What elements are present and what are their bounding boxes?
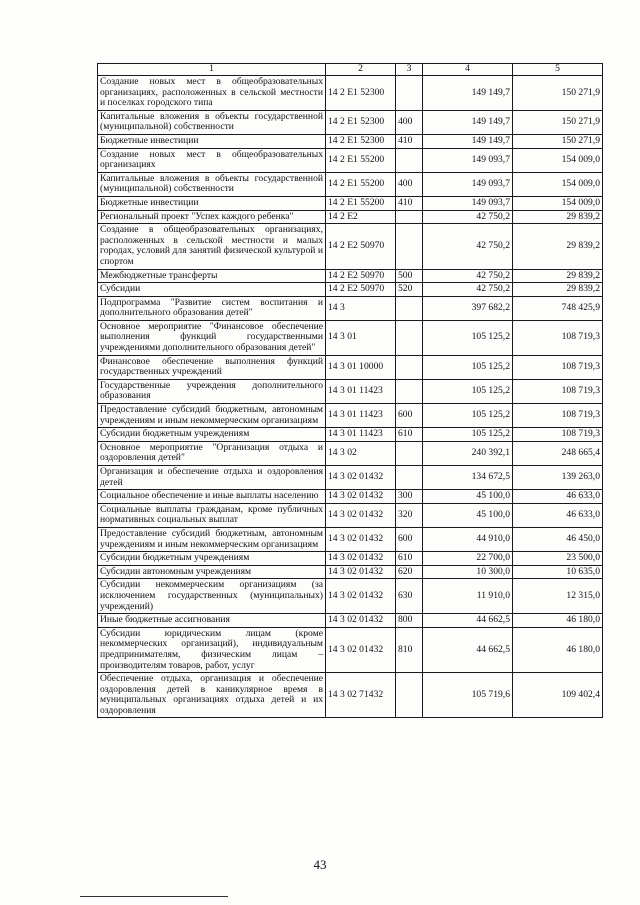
row-sum-year-2-cell: 12 315,0 <box>513 579 603 614</box>
table-row <box>98 172 603 196</box>
row-expense-type-cell: 520 <box>396 283 423 297</box>
row-sum-year-2-cell: 154 009,0 <box>513 196 603 210</box>
row-expense-type-cell <box>396 210 423 224</box>
table-header <box>98 64 603 76</box>
row-name-cell: Предоставление субсидий бюджетным, автономным учреждениям и иным некоммерческим организациям <box>98 404 326 428</box>
row-sum-year-2-cell: 46 450,0 <box>513 527 603 551</box>
row-sum-year-1-cell: 149 149,7 <box>423 76 513 111</box>
row-sum-year-1-cell: 42 750,2 <box>423 210 513 224</box>
row-name-cell: Создание новых мест в общеобразовательных организациях <box>98 148 326 172</box>
row-sum-year-2-cell: 248 665,4 <box>513 441 603 465</box>
row-expense-type-cell: 600 <box>396 404 423 428</box>
row-code-cell: 14 2 E1 52300 <box>326 76 396 111</box>
header-row <box>98 64 603 76</box>
table-row <box>98 404 603 428</box>
row-expense-type-cell: 630 <box>396 579 423 614</box>
row-sum-year-2-cell: 29 839,2 <box>513 283 603 297</box>
row-sum-year-2-cell: 150 271,9 <box>513 76 603 111</box>
row-sum-year-1-cell: 22 700,0 <box>423 552 513 566</box>
row-code-cell: 14 3 02 01432 <box>326 466 396 490</box>
row-expense-type-cell: 810 <box>396 627 423 672</box>
row-sum-year-2-cell: 29 839,2 <box>513 224 603 269</box>
row-sum-year-1-cell: 105 719,6 <box>423 673 513 718</box>
table-row <box>98 490 603 504</box>
row-sum-year-2-cell: 29 839,2 <box>513 269 603 283</box>
table-row <box>98 355 603 379</box>
row-sum-year-2-cell: 10 635,0 <box>513 565 603 579</box>
row-sum-year-1-cell: 240 392,1 <box>423 441 513 465</box>
row-code-cell: 14 2 E2 50970 <box>326 224 396 269</box>
row-code-cell: 14 2 E1 55200 <box>326 172 396 196</box>
row-sum-year-2-cell: 46 180,0 <box>513 627 603 672</box>
row-name-cell: Бюджетные инвестиции <box>98 134 326 148</box>
row-name-cell: Региональный проект "Успех каждого ребенка" <box>98 210 326 224</box>
table-row <box>98 579 603 614</box>
table-row <box>98 441 603 465</box>
row-expense-type-cell: 410 <box>396 196 423 210</box>
row-expense-type-cell <box>396 296 423 320</box>
row-name-cell: Субсидии бюджетным учреждениям <box>98 552 326 566</box>
table-row <box>98 210 603 224</box>
table-row <box>98 552 603 566</box>
table-row <box>98 320 603 355</box>
table-row <box>98 196 603 210</box>
row-name-cell: Межбюджетные трансферты <box>98 269 326 283</box>
column-header-code: 2 <box>326 64 396 76</box>
row-sum-year-1-cell: 42 750,2 <box>423 224 513 269</box>
row-code-cell: 14 3 01 <box>326 320 396 355</box>
table-body <box>98 76 603 718</box>
row-code-cell: 14 3 <box>326 296 396 320</box>
row-code-cell: 14 3 02 01432 <box>326 627 396 672</box>
row-sum-year-1-cell: 105 125,2 <box>423 428 513 442</box>
row-sum-year-1-cell: 105 125,2 <box>423 404 513 428</box>
row-sum-year-1-cell: 149 149,7 <box>423 134 513 148</box>
row-sum-year-1-cell: 397 682,2 <box>423 296 513 320</box>
column-header-sum-1: 4 <box>423 64 513 76</box>
row-expense-type-cell: 410 <box>396 134 423 148</box>
table-row <box>98 527 603 551</box>
row-code-cell: 14 2 E1 52300 <box>326 134 396 148</box>
row-code-cell: 14 3 01 10000 <box>326 355 396 379</box>
table-row <box>98 224 603 269</box>
row-expense-type-cell <box>396 466 423 490</box>
column-header-sum-2: 5 <box>513 64 603 76</box>
row-expense-type-cell <box>396 441 423 465</box>
row-code-cell: 14 2 E2 <box>326 210 396 224</box>
page-number: 43 <box>313 857 327 872</box>
row-expense-type-cell <box>396 673 423 718</box>
row-code-cell: 14 3 02 01432 <box>326 579 396 614</box>
row-sum-year-2-cell: 46 180,0 <box>513 614 603 628</box>
row-sum-year-1-cell: 149 149,7 <box>423 110 513 134</box>
row-sum-year-1-cell: 45 100,0 <box>423 490 513 504</box>
row-name-cell: Бюджетные инвестиции <box>98 196 326 210</box>
row-name-cell: Социальные выплаты гражданам, кроме публичных нормативных социальных выплат <box>98 503 326 527</box>
row-code-cell: 14 3 02 01432 <box>326 490 396 504</box>
table-row <box>98 565 603 579</box>
row-name-cell: Капитальные вложения в объекты государственной (муниципальной) собственности <box>98 172 326 196</box>
row-expense-type-cell <box>396 224 423 269</box>
row-code-cell: 14 3 02 <box>326 441 396 465</box>
row-sum-year-1-cell: 42 750,2 <box>423 269 513 283</box>
row-name-cell: Создание новых мест в общеобразовательных организациях, расположенных в сельской местности и поселках городского типа <box>98 76 326 111</box>
row-expense-type-cell <box>396 355 423 379</box>
row-name-cell: Подпрограмма "Развитие систем воспитания и дополнительного образования детей" <box>98 296 326 320</box>
row-sum-year-2-cell: 108 719,3 <box>513 428 603 442</box>
row-name-cell: Субсидии бюджетным учреждениям <box>98 428 326 442</box>
table-row <box>98 466 603 490</box>
row-sum-year-2-cell: 748 425,9 <box>513 296 603 320</box>
row-sum-year-2-cell: 46 633,0 <box>513 503 603 527</box>
row-sum-year-1-cell: 44 662,5 <box>423 614 513 628</box>
row-name-cell: Обеспечение отдыха, организация и обеспечение оздоровления детей в каникулярное время в муниципальных организациях отдыха детей и их оздоровления <box>98 673 326 718</box>
table-row <box>98 614 603 628</box>
row-name-cell: Предоставление субсидий бюджетным, автономным учреждениям и иным некоммерческим организациям <box>98 527 326 551</box>
row-sum-year-2-cell: 109 402,4 <box>513 673 603 718</box>
row-name-cell: Основное мероприятие "Организация отдыха и оздоровления детей" <box>98 441 326 465</box>
row-sum-year-1-cell: 134 672,5 <box>423 466 513 490</box>
row-name-cell: Капитальные вложения в объекты государственной (муниципальной) собственности <box>98 110 326 134</box>
row-name-cell: Создание в общеобразовательных организациях, расположенных в сельской местности и малых городах, условий для занятий физической культурой и спортом <box>98 224 326 269</box>
row-expense-type-cell <box>396 76 423 111</box>
footer-divider <box>80 896 228 897</box>
row-code-cell: 14 2 E1 52300 <box>326 110 396 134</box>
row-code-cell: 14 3 02 01432 <box>326 614 396 628</box>
row-expense-type-cell: 500 <box>396 269 423 283</box>
row-sum-year-1-cell: 42 750,2 <box>423 283 513 297</box>
row-sum-year-1-cell: 11 910,0 <box>423 579 513 614</box>
row-name-cell: Субсидии автономным учреждениям <box>98 565 326 579</box>
row-sum-year-1-cell: 105 125,2 <box>423 320 513 355</box>
row-expense-type-cell: 320 <box>396 503 423 527</box>
table-row <box>98 296 603 320</box>
row-name-cell: Основное мероприятие "Финансовое обеспечение выполнения функций государственными учреждениями дополнительного образования детей" <box>98 320 326 355</box>
row-sum-year-1-cell: 105 125,2 <box>423 379 513 403</box>
row-sum-year-1-cell: 149 093,7 <box>423 148 513 172</box>
row-sum-year-2-cell: 23 500,0 <box>513 552 603 566</box>
table-row <box>98 283 603 297</box>
row-code-cell: 14 3 01 11423 <box>326 428 396 442</box>
row-sum-year-1-cell: 44 662,5 <box>423 627 513 672</box>
row-expense-type-cell <box>396 148 423 172</box>
table-row <box>98 134 603 148</box>
row-sum-year-1-cell: 149 093,7 <box>423 196 513 210</box>
row-sum-year-2-cell: 108 719,3 <box>513 320 603 355</box>
row-code-cell: 14 3 02 01432 <box>326 565 396 579</box>
row-sum-year-1-cell: 10 300,0 <box>423 565 513 579</box>
row-sum-year-1-cell: 44 910,0 <box>423 527 513 551</box>
row-sum-year-2-cell: 154 009,0 <box>513 172 603 196</box>
row-expense-type-cell <box>396 379 423 403</box>
row-code-cell: 14 2 E1 55200 <box>326 148 396 172</box>
row-expense-type-cell: 800 <box>396 614 423 628</box>
row-name-cell: Государственные учреждения дополнительного образования <box>98 379 326 403</box>
row-sum-year-1-cell: 45 100,0 <box>423 503 513 527</box>
row-sum-year-2-cell: 108 719,3 <box>513 404 603 428</box>
row-sum-year-2-cell: 150 271,9 <box>513 110 603 134</box>
table-row <box>98 428 603 442</box>
row-code-cell: 14 3 02 01432 <box>326 503 396 527</box>
row-code-cell: 14 3 02 01432 <box>326 527 396 551</box>
row-expense-type-cell: 400 <box>396 172 423 196</box>
row-name-cell: Организация и обеспечение отдыха и оздоровления детей <box>98 466 326 490</box>
row-name-cell: Субсидии некоммерческим организациям (за исключением государственных (муниципальных) учреждений) <box>98 579 326 614</box>
column-header-name: 1 <box>98 64 326 76</box>
table-row <box>98 673 603 718</box>
row-sum-year-2-cell: 108 719,3 <box>513 379 603 403</box>
row-expense-type-cell: 400 <box>396 110 423 134</box>
row-expense-type-cell <box>396 320 423 355</box>
row-expense-type-cell: 610 <box>396 552 423 566</box>
table-row <box>98 627 603 672</box>
row-code-cell: 14 3 02 71432 <box>326 673 396 718</box>
row-expense-type-cell: 620 <box>396 565 423 579</box>
table-row <box>98 110 603 134</box>
column-header-vr: 3 <box>396 64 423 76</box>
row-name-cell: Иные бюджетные ассигнования <box>98 614 326 628</box>
row-code-cell: 14 3 01 11423 <box>326 404 396 428</box>
row-expense-type-cell: 610 <box>396 428 423 442</box>
row-expense-type-cell: 300 <box>396 490 423 504</box>
row-sum-year-2-cell: 108 719,3 <box>513 355 603 379</box>
row-name-cell: Субсидии юридическим лицам (кроме некоммерческих организаций), индивидуальным предпринимателям, физическим лицам – производителям товаров, работ, услуг <box>98 627 326 672</box>
table-row <box>98 148 603 172</box>
row-code-cell: 14 3 02 01432 <box>326 552 396 566</box>
table-row <box>98 503 603 527</box>
row-name-cell: Субсидии <box>98 283 326 297</box>
budget-table <box>97 63 603 718</box>
row-sum-year-2-cell: 154 009,0 <box>513 148 603 172</box>
row-sum-year-2-cell: 29 839,2 <box>513 210 603 224</box>
row-sum-year-2-cell: 46 633,0 <box>513 490 603 504</box>
row-sum-year-1-cell: 105 125,2 <box>423 355 513 379</box>
row-sum-year-1-cell: 149 093,7 <box>423 172 513 196</box>
row-code-cell: 14 2 E2 50970 <box>326 283 396 297</box>
row-code-cell: 14 3 01 11423 <box>326 379 396 403</box>
row-name-cell: Финансовое обеспечение выполнения функций государственных учреждений <box>98 355 326 379</box>
row-sum-year-2-cell: 139 263,0 <box>513 466 603 490</box>
row-code-cell: 14 2 E1 55200 <box>326 196 396 210</box>
table-row <box>98 76 603 111</box>
row-sum-year-2-cell: 150 271,9 <box>513 134 603 148</box>
table-row <box>98 269 603 283</box>
row-code-cell: 14 2 E2 50970 <box>326 269 396 283</box>
table-row <box>98 379 603 403</box>
row-name-cell: Социальное обеспечение и иные выплаты населению <box>98 490 326 504</box>
row-expense-type-cell: 600 <box>396 527 423 551</box>
